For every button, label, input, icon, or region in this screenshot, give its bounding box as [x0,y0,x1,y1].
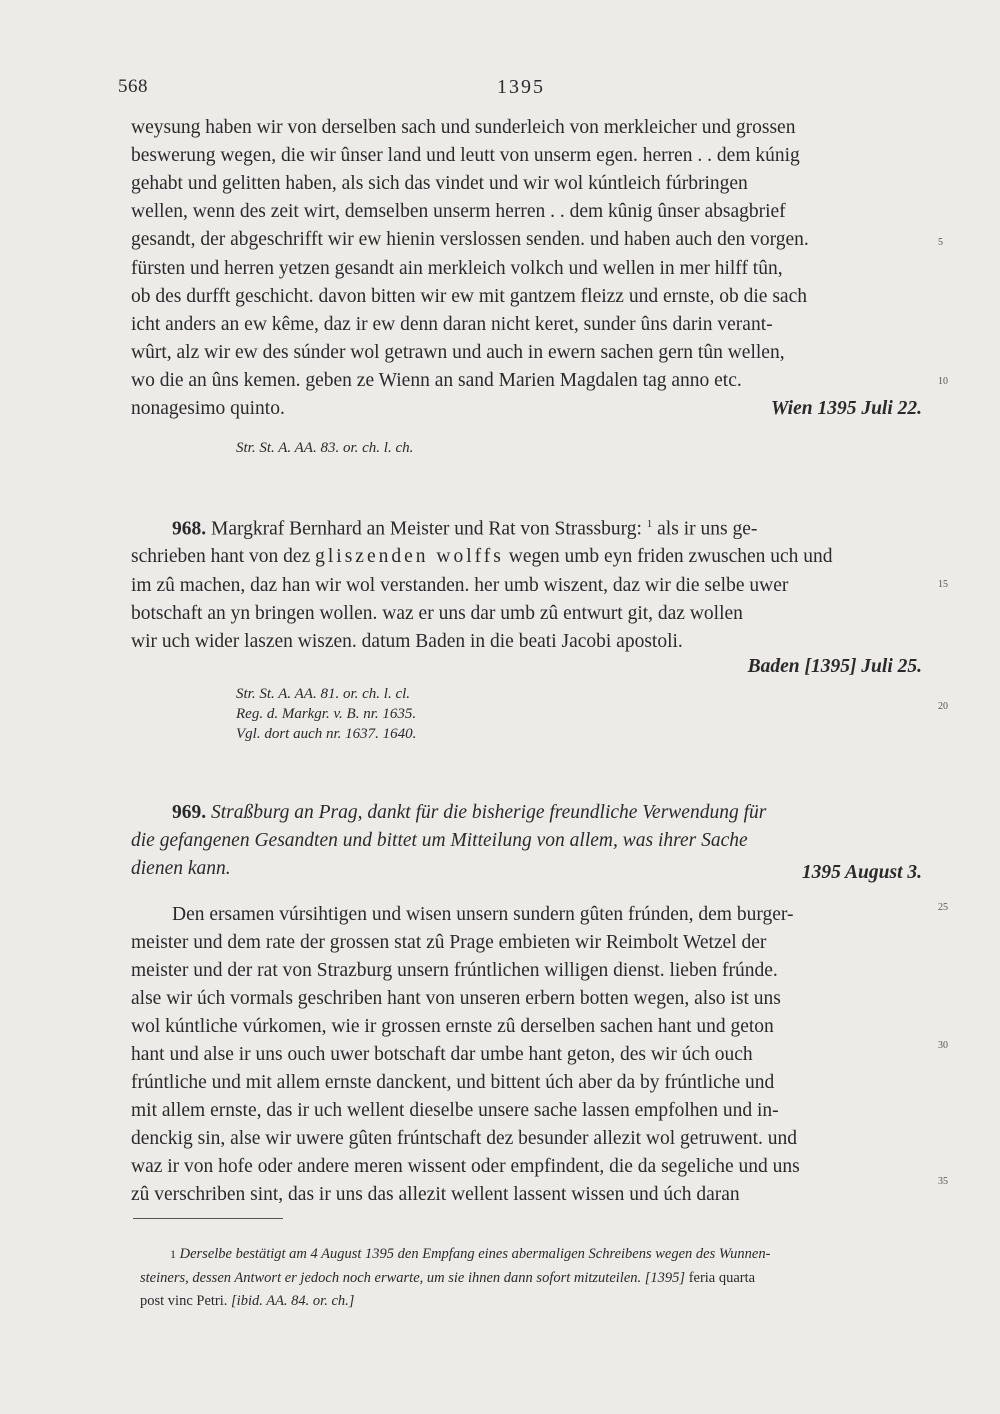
document-number: 968. [172,518,207,540]
footnote-line [170,1246,770,1263]
text-line: icht anders an ew kême, daz ir ew denn daran nicht keret, sunder ûns darin verant- [131,314,773,335]
footnote-text: steiners, dessen Antwort er jedoch noch erwarte, um sie ihnen dann sofort mitzuteilen. [1395] [140,1270,686,1286]
text-line: wol kúntliche vúrkomen, wie ir grossen ernste zû derselben sachen hant und geton [131,1016,774,1037]
footnote-text: Derselbe bestätigt am 4 August 1395 den Empfang eines abermaligen Schreibens wegen des Wunnen- [179,1246,771,1262]
margin-line-number: 20 [938,701,948,712]
margin-line-number: 5 [938,237,943,248]
document-summary: dienen kann. [131,858,231,879]
margin-line-number: 30 [938,1040,948,1051]
text-line: wo die an ûns kemen. geben ze Wienn an sand Marien Magdalen tag anno etc. [131,370,742,391]
text-line: mit allem ernste, das ir uch wellent dieselbe unsere sache lassen empfolhen und in- [131,1100,779,1121]
footnote-reference: 1 [646,518,653,530]
document-heading: Margkraf Bernhard an Meister und Rat von Strassburg: [211,518,642,540]
text-line: gehabt und gelitten haben, als sich das vindet und wir wol kúntleich fúrbringen [131,173,748,194]
text-line: nonagesimo quinto. [131,398,285,419]
text-line: beswerung wegen, die wir ûnser land und leutt von unserm egen. herren . . dem kúnig [131,145,800,166]
text-line: ob des durfft geschicht. davon bitten wir ew mit gantzem fleizz und ernste, ob die sach [131,286,807,307]
document-969-heading [172,802,766,824]
footnote-text: post vinc Petri. [140,1293,228,1309]
document-summary: die gefangenen Gesandten und bittet um Mitteilung von allem, was ihrer Sache [131,830,748,851]
footnote-line [140,1293,354,1310]
page-number: 568 [118,76,148,97]
text-line: im zû machen, daz han wir wol verstanden. her umb wiszent, daz wir die selbe uwer [131,575,789,596]
source-note: Str. St. A. AA. 81. or. ch. l. cl. [236,686,411,702]
source-note: Vgl. dort auch nr. 1637. 1640. [236,726,417,742]
source-note: Str. St. A. AA. 83. or. ch. l. ch. [236,440,414,456]
text-line: Den ersamen vúrsihtigen und wisen unsern sundern gûten frúnden, dem burger- [172,904,794,925]
text-line: meister und dem rate der grossen stat zû Prage embieten wir Reimbolt Wetzel der [131,932,767,953]
document-number: 969. [172,802,207,823]
text-fragment: als ir uns ge- [657,518,758,540]
text-line: meister und der rat von Strazburg unsern frúntlichen willigen dienst. lieben frúnde. [131,960,778,981]
source-note: Reg. d. Markgr. v. B. nr. 1635. [236,706,417,722]
text-fragment: schrieben hant von dez [131,546,311,567]
text-line: weysung haben wir von derselben sach und sunderleich von merkleicher und grossen [131,117,796,138]
running-head-year: 1395 [497,76,545,98]
text-line: denckig sin, alse wir uwere gûten frúntschaft dez besunder allezit wol getruwent. und [131,1128,798,1149]
dateline: 1395 August 3. [801,862,922,883]
footnote-text: feria quarta [685,1270,756,1286]
margin-line-number: 25 [938,902,948,913]
text-fragment: wegen umb eyn friden zwuschen uch und [508,546,833,567]
footnote-line [140,1270,755,1287]
document-summary: Straßburg an Prag, dankt für die bisherige freundliche Verwendung für [211,802,767,823]
text-line: fürsten und herren yetzen gesandt ain merkleich volkch und wellen in mer hilff tûn, [131,258,783,279]
text-line: hant und alse ir uns ouch uwer botschaft dar umbe hant geton, des wir úch ouch [131,1044,753,1065]
text-line: botschaft an yn bringen wollen. waz er uns dar umb zû entwurt git, daz wollen [131,603,743,624]
text-line [131,546,833,568]
dateline: Wien 1395 Juli 22. [771,398,922,419]
text-line: frúntliche und mit allem ernste danckent, und bittent úch aber da by frúntliche und [131,1072,775,1093]
footnote-rule [133,1218,283,1219]
text-line: wûrt, alz wir ew des súnder wol getrawn und auch in ewern sachen gern tûn wellen, [131,342,785,363]
margin-line-number: 15 [938,579,948,590]
text-line: waz ir von hofe oder andere meren wissent oder empfindent, die da segeliche und uns [131,1156,800,1177]
text-line: alse wir úch vormals geschriben hant von unseren erbern botten wegen, also ist uns [131,988,781,1009]
dateline: Baden [1395] Juli 25. [747,656,922,677]
text-line: gesandt, der abgeschrifft wir ew hienin verslossen senden. und haben auch den vorgen. [131,229,809,250]
footnote-mark: 1 [170,1247,176,1261]
footnote-text: [ibid. AA. 84. or. ch.] [227,1293,355,1309]
margin-line-number: 10 [938,376,948,387]
document-968-first-line [172,518,757,541]
margin-line-number: 35 [938,1176,948,1187]
spaced-emphasis: gliszenden wolffs [315,546,504,567]
text-line: zû verschriben sint, das ir uns das allezit wellent lassent wissen und úch daran [131,1184,740,1205]
text-line: wir uch wider laszen wiszen. datum Baden in die beati Jacobi apostoli. [131,631,683,652]
text-line: wellen, wenn des zeit wirt, demselben unserm herren . . dem kûnig ûnser absagbrief [131,201,786,222]
